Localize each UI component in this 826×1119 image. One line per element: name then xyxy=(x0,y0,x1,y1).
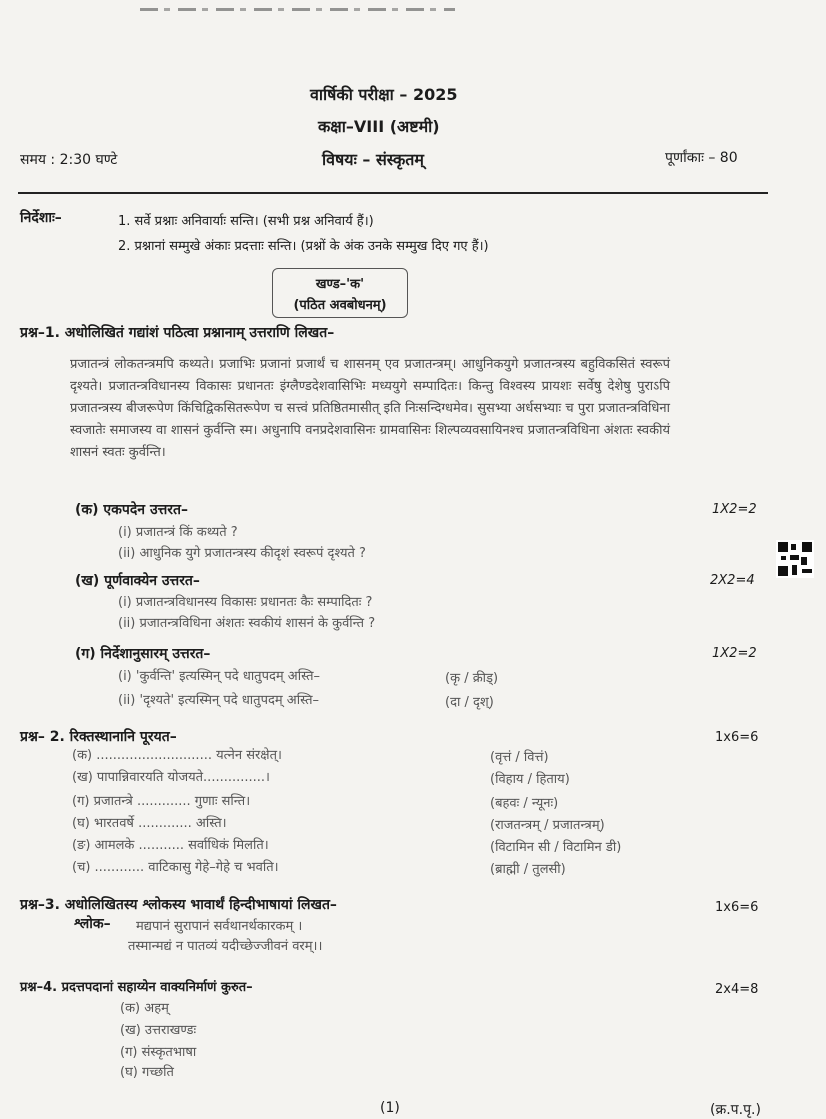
instructions-label: निर्देशाः– xyxy=(20,210,62,226)
header-divider xyxy=(18,192,768,194)
q4-item: (क) अहम् xyxy=(120,1001,169,1016)
q2-prompt: प्रश्न– 2. रिक्तस्थानानि पूरयत– xyxy=(20,729,177,745)
q3-marks: 1x6=6 xyxy=(715,900,759,915)
time-label: समय : 2:30 घण्टे xyxy=(20,152,118,168)
q2-option: (बहवः / न्यूनः) xyxy=(490,796,559,811)
q2-item: (च) ............ वाटिकासु गेहे–गेहे च भवति। xyxy=(72,860,279,875)
q4-prompt: प्रश्न–4. प्रदत्तपदानां सहाय्येन वाक्यनिर्माणं कुरुत– xyxy=(20,980,253,995)
q1b-i: (i) प्रजातन्त्रविधानस्य विकासः प्रधानतः कैः सम्पादितः ? xyxy=(118,595,373,610)
instruction-1: 1. सर्वे प्रश्नाः अनिवार्याः सन्ति। (सभी प्रश्न अनिवार्य हैं।) xyxy=(118,214,374,229)
q2-option: (विहाय / हिताय) xyxy=(490,772,570,787)
q4-item: (ग) संस्कृतभाषा xyxy=(120,1045,197,1060)
max-marks: पूर्णांकाः – 80 xyxy=(665,150,738,166)
exam-title: वार्षिकी परीक्षा – 2025 xyxy=(310,85,458,104)
q2-item: (घ) भारतवर्षे ............. अस्ति। xyxy=(72,816,227,831)
q1c-marks: 1X2=2 xyxy=(712,646,757,661)
shloka-line-2: तस्मान्मद्यं न पातव्यं यदीच्छेज्जीवनं वरम्।। xyxy=(128,939,323,954)
section-subtitle: (पठित अवबोधनम्) xyxy=(293,298,387,313)
q4-item: (ख) उत्तराखण्डः xyxy=(120,1023,197,1038)
q1c-ii-options: (दा / दृश्) xyxy=(445,695,494,710)
qr-code xyxy=(776,540,814,578)
q3-prompt: प्रश्न–3. अधोलिखितस्य श्लोकस्य भावार्थं हिन्दीभाषायां लिखत– xyxy=(20,897,337,913)
q1a-marks: 1X2=2 xyxy=(712,502,757,517)
q2-marks: 1x6=6 xyxy=(715,730,759,745)
subject-label: विषयः – संस्कृतम् xyxy=(322,150,424,169)
q1b-ii: (ii) प्रजातन्त्रविधिना अंशतः स्वकीयं शासनं के कुर्वन्ति ? xyxy=(118,616,376,631)
page-number: (1) xyxy=(380,1100,400,1116)
q2-item: (क) ............................ यत्नेन संरक्षेत्। xyxy=(72,748,282,763)
section-title: खण्ड–'क' xyxy=(315,277,365,292)
q4-marks: 2x4=8 xyxy=(715,982,759,997)
shloka-line-1: मद्यपानं सुरापानं सर्वथानर्थकारकम् । xyxy=(136,919,303,934)
page-turn-note: (क्र.प.पृ.) xyxy=(710,1102,761,1118)
q2-option: (विटामिन सी / विटामिन डी) xyxy=(490,840,622,855)
q1b-marks: 2X2=4 xyxy=(710,573,755,588)
q1a-i: (i) प्रजातन्त्रं किं कथ्यते ? xyxy=(118,525,238,540)
shloka-label: श्लोक– xyxy=(74,916,111,932)
q1-prompt: प्रश्न–1. अधोलिखितं गद्यांशं पठित्वा प्रश्नानाम् उत्तराणि लिखत– xyxy=(20,325,335,341)
q1b-label: (ख) पूर्णवाक्येन उत्तरत– xyxy=(75,573,200,589)
q1c-label: (ग) निर्देशानुसारम् उत्तरत– xyxy=(75,646,211,662)
q2-item: (ग) प्रजातन्त्रे ............. गुणाः सन्ति। xyxy=(72,794,251,809)
q1c-ii: (ii) 'दृश्यते' इत्यस्मिन् पदे धातुपदम् अस्ति– xyxy=(118,693,320,708)
q1a-ii: (ii) आधुनिक युगे प्रजातन्त्रस्य कीदृशं स्वरूपं दृश्यते ? xyxy=(118,546,366,561)
class-label: कक्षा–VIII (अष्टमी) xyxy=(318,117,440,136)
q2-item: (ङ) आमलके ........... सर्वाधिकं मिलति। xyxy=(72,838,269,853)
q2-option: (ब्राह्मी / तुलसी) xyxy=(490,862,566,877)
q1c-i: (i) 'कुर्वन्ति' इत्यस्मिन् पदे धातुपदम् अस्ति– xyxy=(118,669,321,684)
q2-option: (वृत्तं / वित्तं) xyxy=(490,750,549,765)
q1c-i-options: (कृ / क्रीड्) xyxy=(445,671,499,686)
scan-artifact xyxy=(140,8,455,11)
q4-item: (घ) गच्छति xyxy=(120,1065,174,1080)
q2-item: (ख) पापान्निवारयति योजयते...............। xyxy=(72,770,270,785)
q2-option: (राजतन्त्रम् / प्रजातन्त्रम्) xyxy=(490,818,605,833)
q1-passage: प्रजातन्त्रं लोकतन्त्रमपि कथ्यते। प्रजाभिः प्रजानां प्रजार्थं च शासनम् एव प्रजातन्त्रम्। आधुनिकयुगे प्रजातन्त्रस्य बहुविकसितं स्वरूपं दृश्यते। प्रजातन्त्रविधानस्य विकासः प्रधानतः इंग्लैण्डदेशवासिभिः मध्ययुगे सम्पादितः। किन्तु विश्वस्य प्रायशः सर्वेषु देशेषु पुराऽपि प्रजातन्त्रस्य बीजरूपेण किंचिद्विकसितरूपेण च सत्त्वं प्रतिष्ठितमासीत् इति निःसन्दिग्धमेव। सुसभ्या अर्धसभ्याः च पुरा प्रजातन्त्रविधिना स्वजातेः समाजस्य वा शासनं कुर्वन्ति स्म। अधुनापि वनप्रदेशवासिनः ग्रामवासिनः शिल्पव्यवसायिनश्च प्रजातन्त्रविधिना अंशतः स्वकीयं शासनं स्वतः कुर्वन्ति। xyxy=(70,357,670,460)
q1a-label: (क) एकपदेन उत्तरत– xyxy=(75,502,188,518)
instruction-2: 2. प्रश्नानां सम्मुखे अंकाः प्रदत्ताः सन्ति। (प्रश्नों के अंक उनके सम्मुख दिए गए हैं।) xyxy=(118,239,489,254)
